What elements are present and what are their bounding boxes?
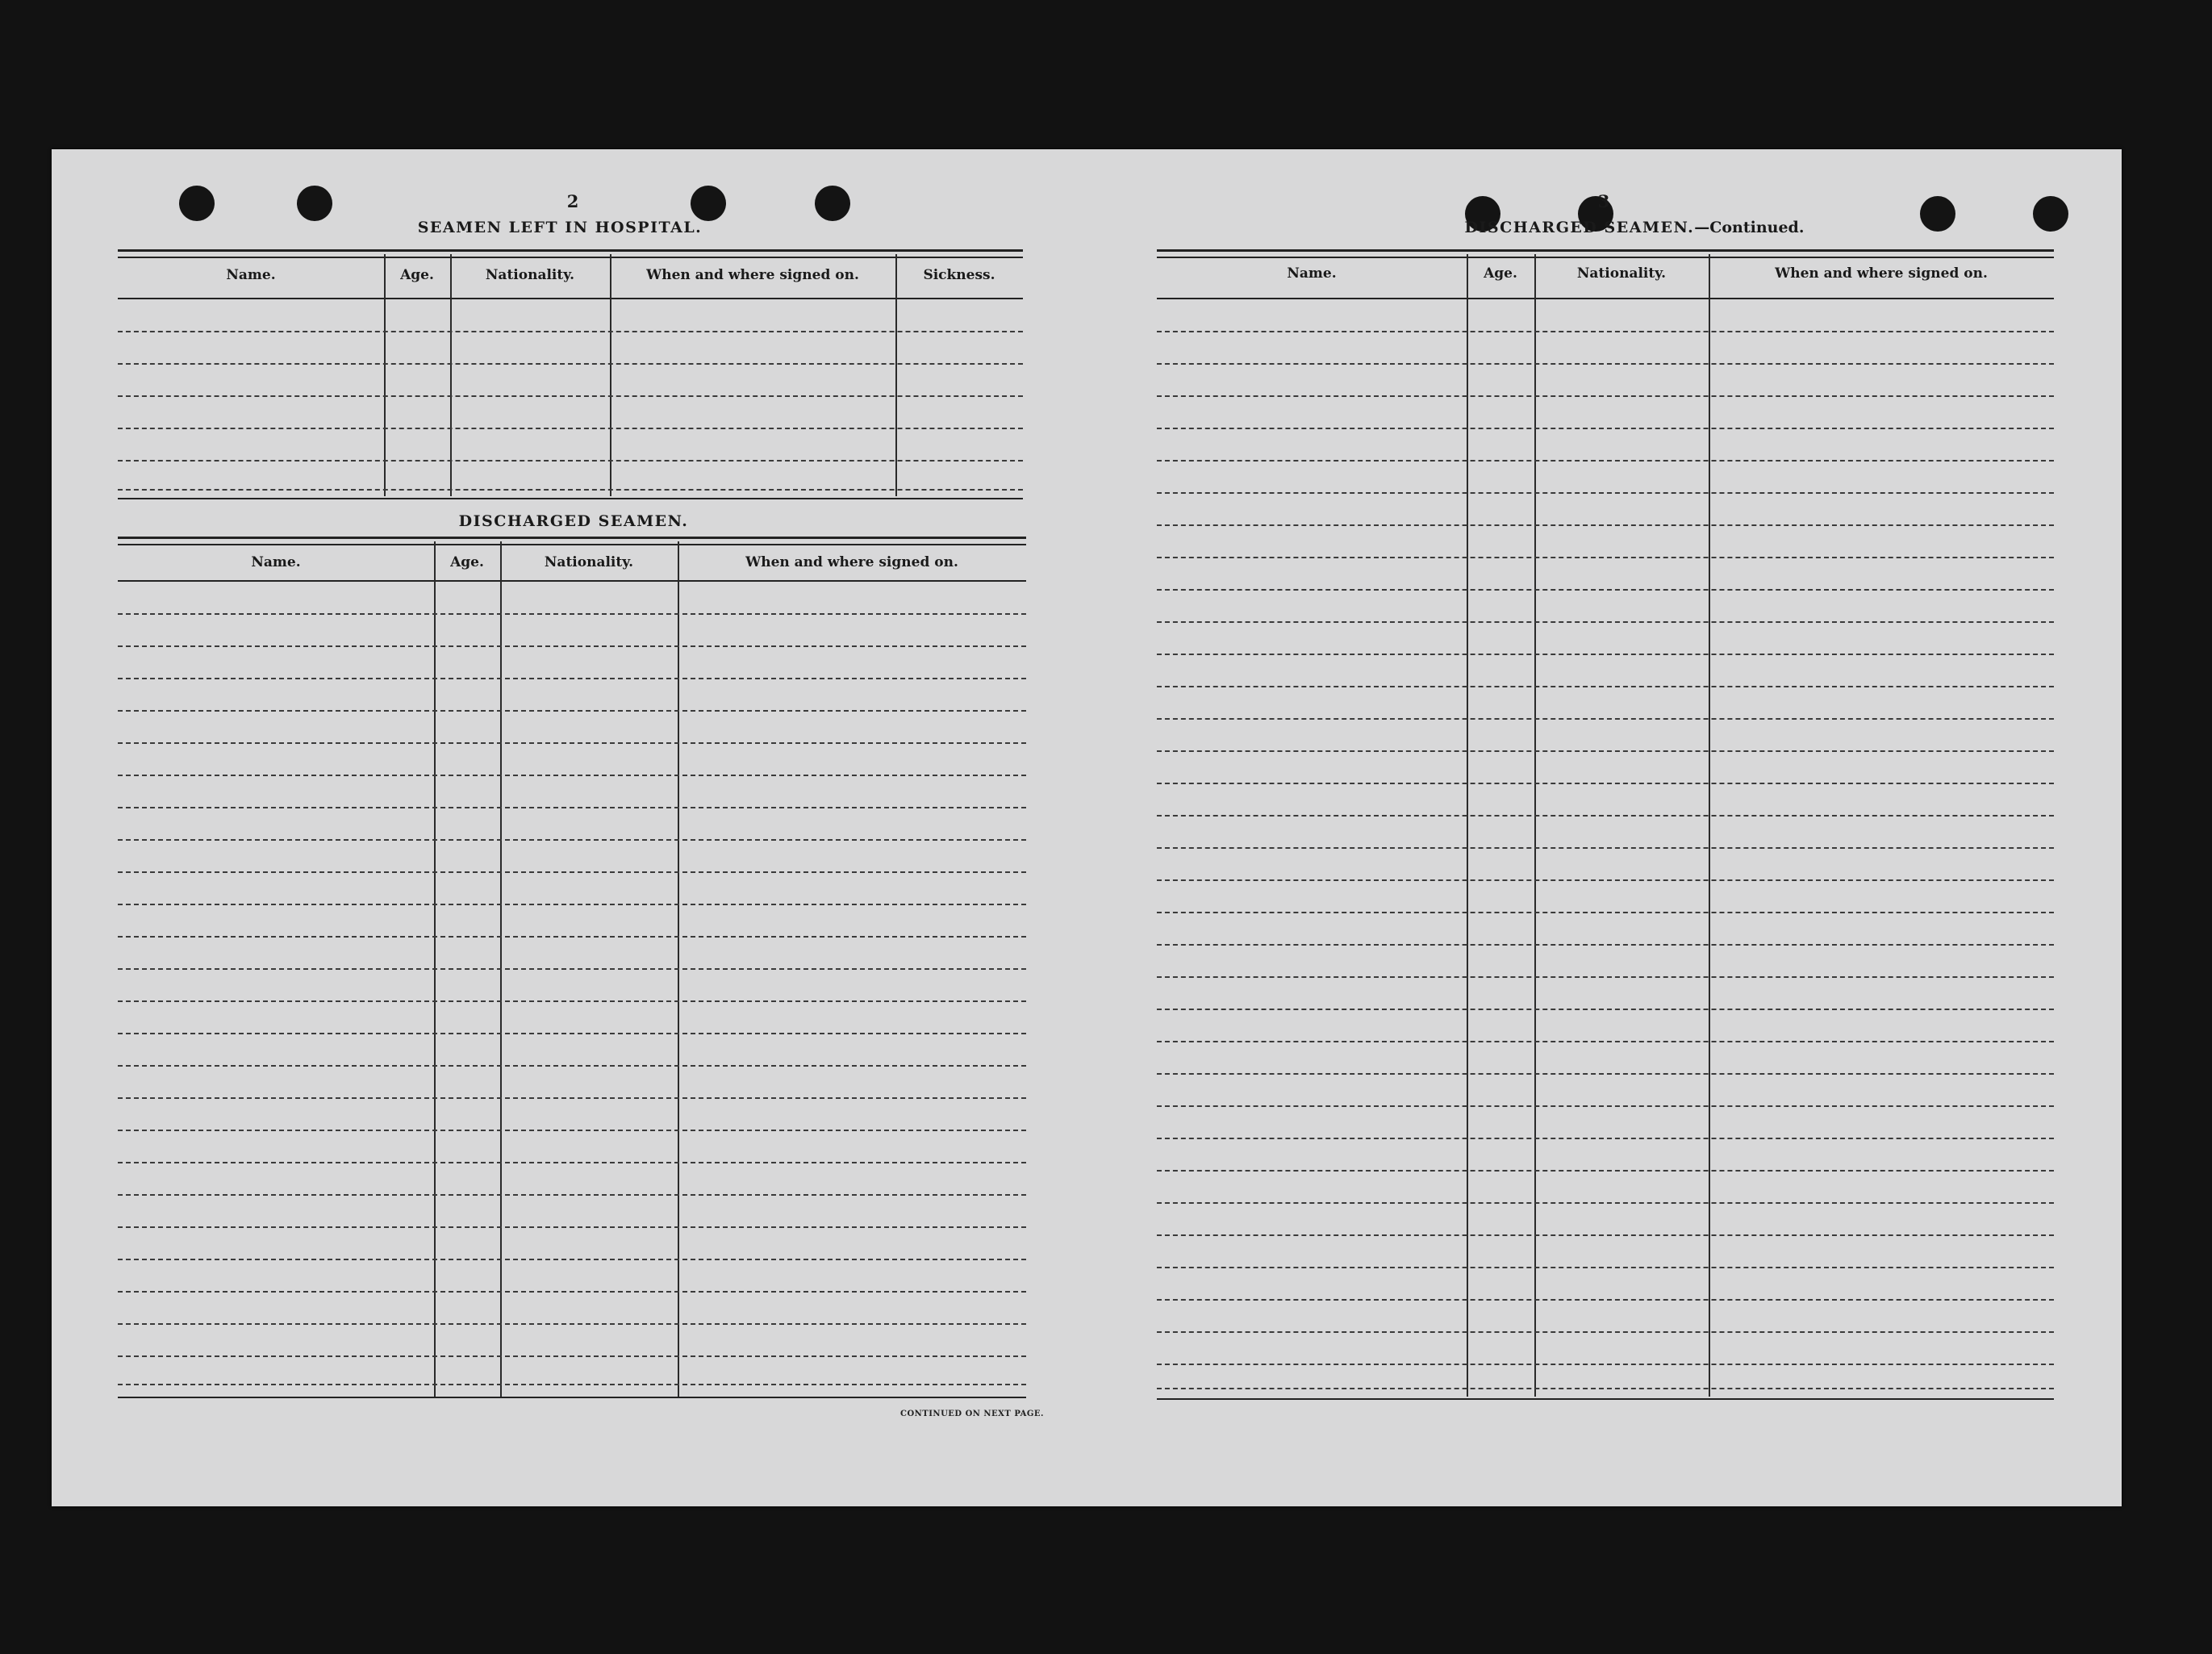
- punch-hole: [2033, 196, 2068, 232]
- header-underline: [118, 298, 1023, 299]
- entry-row: [118, 1000, 1026, 1002]
- entry-row: [1157, 944, 2054, 946]
- section-title-main: DISCHARGED SEAMEN.: [1464, 219, 1695, 236]
- table-bottom-rule: [1157, 1398, 2054, 1400]
- table-bottom-rule: [118, 498, 1023, 499]
- entry-row: [118, 1033, 1026, 1034]
- table-top-rule: [118, 537, 1026, 545]
- entry-row: [1157, 1234, 2054, 1236]
- entry-row: [1157, 976, 2054, 978]
- entry-row: [118, 807, 1026, 808]
- entry-row: [1157, 1170, 2054, 1172]
- left-page: [118, 149, 1083, 1506]
- entry-row: [118, 1323, 1026, 1325]
- entry-row: [1157, 847, 2054, 849]
- column-header-nationality: Nationality.: [544, 554, 634, 570]
- entry-row: [1157, 654, 2054, 655]
- entry-row: [118, 395, 1023, 397]
- entry-row: [118, 1130, 1026, 1131]
- column-divider: [1534, 254, 1536, 1397]
- entry-row: [118, 936, 1026, 938]
- section-title-suffix: —Continued.: [1694, 219, 1805, 236]
- column-header-name: Name.: [251, 554, 301, 570]
- entry-row: [118, 839, 1026, 841]
- column-header-nationality: Nationality.: [1576, 265, 1667, 282]
- entry-row: [118, 775, 1026, 776]
- ledger-sheet: [52, 149, 2122, 1506]
- column-header-nationality: Nationality.: [485, 267, 575, 283]
- discharged-continued-table: [1157, 249, 2054, 1403]
- column-header-age: Age.: [1484, 265, 1517, 282]
- entry-row: [1157, 395, 2054, 397]
- entry-row: [1157, 1073, 2054, 1075]
- entry-row: [118, 742, 1026, 744]
- discharged-table: [118, 537, 1026, 1408]
- entry-row: [1157, 363, 2054, 365]
- column-header-age: Age.: [400, 267, 434, 283]
- entry-row: [1157, 1364, 2054, 1365]
- entry-row: [1157, 589, 2054, 591]
- entry-row: [118, 331, 1023, 332]
- entry-row: [1157, 492, 2054, 494]
- entry-row: [118, 710, 1026, 712]
- column-header-sickness: Sickness.: [923, 267, 995, 283]
- entry-row: [118, 489, 1023, 491]
- entry-row: [1157, 1299, 2054, 1301]
- column-header-when-where: When and where signed on.: [646, 267, 859, 283]
- discharged-section-title: DISCHARGED SEAMEN.: [458, 512, 689, 530]
- continued-note: CONTINUED ON NEXT PAGE.: [900, 1410, 1045, 1418]
- entry-row: [118, 1259, 1026, 1260]
- punch-hole: [691, 186, 726, 221]
- entry-row: [118, 678, 1026, 679]
- entry-row: [1157, 815, 2054, 817]
- entry-row: [118, 645, 1026, 647]
- entry-row: [1157, 750, 2054, 752]
- entry-row: [1157, 331, 2054, 332]
- entry-row: [118, 1355, 1026, 1357]
- entry-row: [118, 363, 1023, 365]
- entry-row: [118, 1194, 1026, 1196]
- header-underline: [118, 580, 1026, 582]
- column-divider: [1709, 254, 1710, 1397]
- punch-hole: [815, 186, 850, 221]
- entry-row: [1157, 1041, 2054, 1042]
- right-page: [1157, 149, 2112, 1506]
- entry-row: [118, 1384, 1026, 1385]
- table-bottom-rule: [118, 1397, 1026, 1398]
- entry-row: [1157, 783, 2054, 784]
- entry-row: [1157, 621, 2054, 623]
- column-header-when-where: When and where signed on.: [1775, 265, 1988, 282]
- punch-hole: [1920, 196, 1955, 232]
- entry-row: [118, 1065, 1026, 1067]
- column-header-when-where: When and where signed on.: [745, 554, 958, 570]
- entry-row: [1157, 1105, 2054, 1107]
- entry-row: [118, 1162, 1026, 1163]
- column-header-name: Name.: [1287, 265, 1337, 282]
- discharged-continued-title: [1441, 219, 1828, 236]
- page-number: 2: [566, 191, 579, 211]
- entry-row: [1157, 428, 2054, 429]
- column-header-name: Name.: [226, 267, 276, 283]
- entry-row: [118, 460, 1023, 462]
- entry-row: [1157, 1331, 2054, 1333]
- table-top-rule: [1157, 249, 2054, 258]
- hospital-section-title: SEAMEN LEFT IN HOSPITAL.: [417, 219, 703, 236]
- entry-row: [1157, 1202, 2054, 1204]
- entry-row: [1157, 460, 2054, 462]
- entry-row: [1157, 686, 2054, 687]
- entry-row: [118, 1097, 1026, 1099]
- entry-row: [1157, 557, 2054, 558]
- entry-row: [1157, 879, 2054, 881]
- entry-row: [118, 871, 1026, 873]
- entry-row: [118, 1291, 1026, 1293]
- entry-row: [1157, 1388, 2054, 1389]
- entry-row: [118, 428, 1023, 429]
- table-top-rule: [118, 249, 1023, 258]
- entry-row: [118, 904, 1026, 905]
- entry-row: [1157, 912, 2054, 913]
- entry-row: [1157, 1267, 2054, 1268]
- entry-row: [1157, 1138, 2054, 1139]
- punch-hole: [297, 186, 332, 221]
- punch-hole: [179, 186, 215, 221]
- page-number: 3: [1597, 191, 1610, 211]
- column-divider: [1467, 254, 1468, 1397]
- entry-row: [118, 968, 1026, 970]
- entry-row: [1157, 718, 2054, 720]
- hospital-table: [118, 249, 1023, 499]
- column-header-age: Age.: [450, 554, 484, 570]
- entry-row: [1157, 1009, 2054, 1010]
- entry-row: [1157, 524, 2054, 526]
- entry-row: [118, 613, 1026, 615]
- header-underline: [1157, 298, 2054, 299]
- entry-row: [118, 1226, 1026, 1228]
